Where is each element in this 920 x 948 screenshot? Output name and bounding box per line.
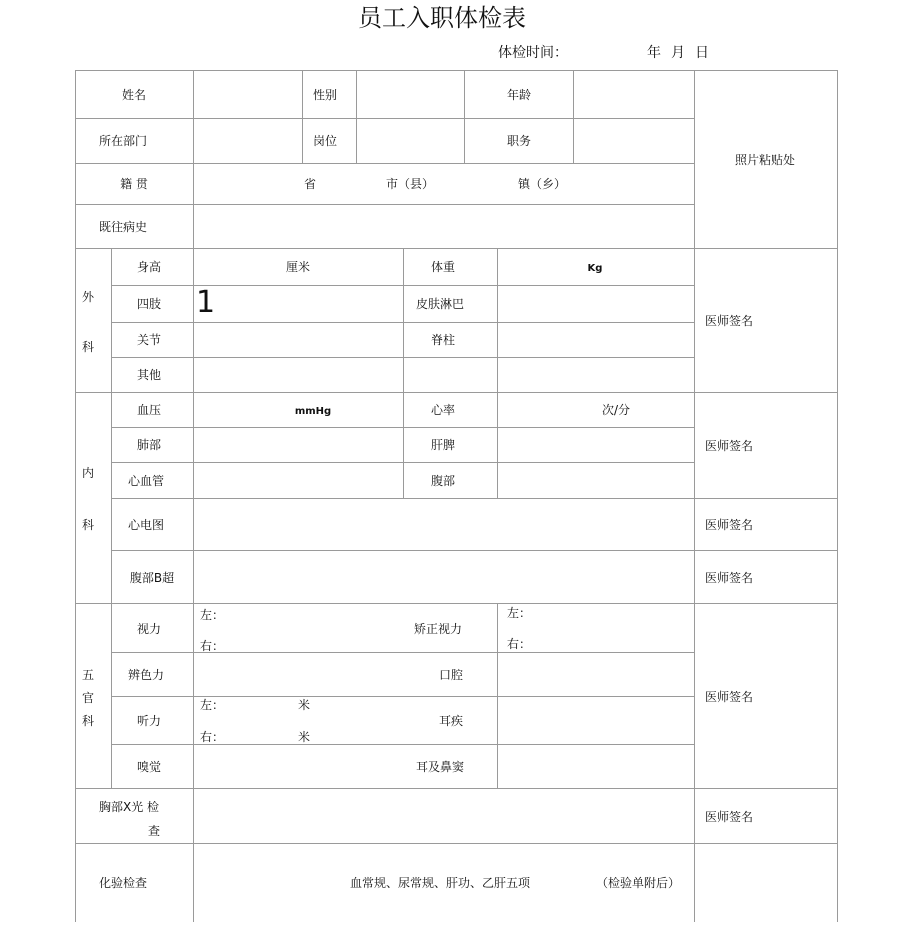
weight-unit: Kg	[587, 263, 603, 274]
vision-label: 视力	[136, 622, 162, 636]
limbs-label: 四肢	[136, 297, 162, 311]
cardio-label: 心血管	[127, 474, 165, 488]
ultrasound-label: 腹部B超	[129, 571, 175, 585]
surgery-signature-label: 医师签名	[705, 314, 754, 328]
department-label: 所在部门	[98, 134, 148, 148]
internal-signature-label: 医师签名	[705, 439, 754, 453]
exam-year-label: 年	[647, 45, 661, 61]
ultrasound-signature-label: 医师签名	[705, 571, 754, 585]
bp-label: 血压	[136, 403, 162, 417]
corrected-vision-label: 矫正视力	[414, 622, 463, 636]
photo-area-label: 照片粘贴处	[734, 153, 796, 167]
lab-label: 化验检查	[98, 876, 148, 890]
hearing-right-unit: 米	[298, 730, 311, 744]
xray-label-line1: 胸部X光 检	[99, 800, 160, 814]
hearing-right: 右：	[200, 730, 225, 744]
internal-dept-2: 科	[82, 518, 95, 532]
history-label: 既往病史	[98, 220, 148, 234]
city-label: 市（县）	[386, 177, 435, 191]
hr-unit: 次/分	[601, 403, 631, 417]
exam-time-label: 体检时间：	[498, 45, 568, 61]
lab-items: 血常规、尿常规、肝功、乙肝五项	[350, 876, 531, 890]
smell-label: 嗅觉	[136, 760, 162, 774]
hearing-left-unit: 米	[298, 698, 311, 712]
ecg-label: 心电图	[127, 518, 165, 532]
facial-dept-2: 官	[82, 691, 95, 705]
exam-day-label: 日	[695, 45, 709, 61]
hearing-left: 左：	[200, 698, 225, 712]
name-label: 姓名	[121, 88, 147, 102]
xray-label-line2: 查	[148, 824, 161, 838]
duty-label: 职务	[506, 134, 532, 148]
joints-label: 关节	[136, 333, 162, 347]
lab-note: （检验单附后）	[596, 876, 681, 890]
weight-label: 体重	[430, 260, 456, 274]
surgery-dept-2: 科	[82, 340, 95, 354]
hr-label: 心率	[430, 403, 456, 417]
limbs-value: 1	[196, 285, 216, 320]
xray-signature-label: 医师签名	[705, 810, 754, 824]
age-label: 年龄	[506, 88, 532, 102]
abdomen-label: 腹部	[430, 474, 456, 488]
ecg-signature-label: 医师签名	[705, 518, 754, 532]
ear-nose-label: 耳及鼻窦	[416, 760, 465, 774]
exam-month-label: 月	[671, 45, 685, 61]
corrected-left: 左：	[507, 606, 532, 620]
vision-left: 左：	[200, 608, 225, 622]
bp-unit: mmHg	[294, 406, 332, 417]
color-vision-label: 辨色力	[127, 668, 165, 682]
skin-lymph-label: 皮肤淋巴	[415, 297, 465, 311]
native-place-label: 籍 贯	[120, 177, 148, 191]
corrected-right: 右：	[507, 637, 532, 651]
vision-right: 右：	[200, 639, 225, 653]
gender-label: 性别	[312, 88, 338, 102]
spine-label: 脊柱	[430, 333, 456, 347]
town-label: 镇（乡）	[518, 177, 567, 191]
oral-label: 口腔	[439, 668, 464, 682]
facial-signature-label: 医师签名	[705, 690, 754, 704]
position-label: 岗位	[312, 134, 338, 148]
lungs-label: 肺部	[136, 438, 162, 452]
other-label: 其他	[136, 368, 162, 382]
page-title: 员工入职体检表	[358, 4, 526, 32]
facial-dept-3: 科	[82, 714, 95, 728]
height-label: 身高	[136, 260, 162, 274]
ear-disease-label: 耳疾	[439, 714, 464, 728]
hearing-label: 听力	[136, 714, 162, 728]
province-label: 省	[304, 177, 317, 191]
surgery-dept-1: 外	[82, 290, 95, 304]
height-unit: 厘米	[285, 260, 311, 274]
facial-dept-1: 五	[82, 668, 95, 682]
liver-spleen-label: 肝脾	[430, 438, 456, 452]
internal-dept-1: 内	[82, 466, 95, 480]
